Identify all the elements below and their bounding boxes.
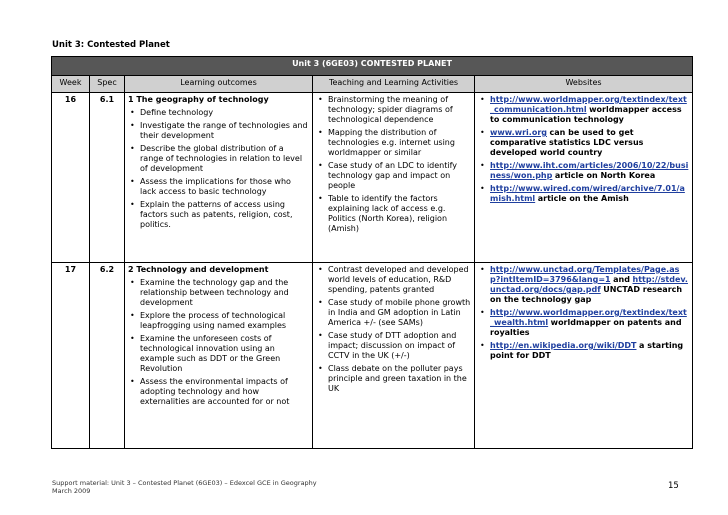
- table-row: [52, 93, 693, 263]
- topic-heading: 1 The geography of technology: [128, 95, 269, 104]
- activities-cell: [313, 93, 475, 263]
- page-footer: [52, 479, 317, 495]
- outcome-item: • Define technology: [128, 108, 309, 118]
- website-description: UNCTAD research on the technology gap: [490, 285, 683, 304]
- activity-item: • Brainstorming the meaning of technology; spider diagrams of technological dependence: [316, 95, 471, 125]
- outcome-item: • Assess the implications for those who lack access to basic technology: [128, 177, 309, 197]
- table-row: [52, 263, 693, 449]
- activities-cell: [313, 263, 475, 449]
- learning-outcomes-cell: [125, 93, 313, 263]
- website-description: worldmapper on patents and royalties: [490, 318, 682, 337]
- websites-cell: [475, 93, 693, 263]
- activity-item: • Class debate on the polluter pays principle and green taxation in the UK: [316, 364, 471, 394]
- outcome-item: • Explore the process of technological leapfrogging using named examples: [128, 311, 309, 331]
- activity-item: • Contrast developed and developed world levels of education, R&D spending, patents granted: [316, 265, 471, 295]
- outcome-item: • Describe the global distribution of a range of technologies in relation to level of development: [128, 144, 309, 174]
- website-link[interactable]: http://www.unctad.org/Templates/Page.asp?intItemID=3796&lang=1: [490, 265, 680, 284]
- outcome-item: • Examine the unforeseen costs of technological innovation using an example such as DDT or the Green Revolution: [128, 334, 309, 374]
- website-description: article on North Korea: [554, 171, 656, 180]
- website-link[interactable]: http://en.wikipedia.org/wiki/DDT: [490, 341, 637, 350]
- websites-cell: [475, 263, 693, 449]
- activity-item: • Table to identify the factors explaining lack of access e.g. Politics (North Korea), religion (Amish): [316, 194, 471, 234]
- website-link[interactable]: http://www.worldmapper.org/textindex/text_communication.html: [490, 95, 687, 114]
- website-link[interactable]: http://www.worldmapper.org/textindex/text_wealth.html: [490, 308, 687, 327]
- table-title: Unit 3 (6GE03) CONTESTED PLANET: [52, 57, 693, 76]
- column-header-week: Week: [52, 76, 90, 93]
- website-description: a starting point for DDT: [490, 341, 684, 360]
- website-description: can be used to get comparative statistics LDC versus developed world country: [490, 128, 644, 157]
- activity-item: • Mapping the distribution of technologies e.g. internet using worldmapper or similar: [316, 128, 471, 158]
- activity-item: • Case study of mobile phone growth in India and GM adoption in Latin America +/- (see SAMs): [316, 298, 471, 328]
- outcomes-list: [128, 278, 309, 407]
- website-item: [478, 128, 689, 158]
- website-link[interactable]: http://www.iht.com/articles/2006/10/22/business/won.php: [490, 161, 689, 180]
- website-link[interactable]: www.wri.org: [490, 128, 547, 137]
- outcomes-list: [128, 108, 309, 230]
- column-header-activities: Teaching and Learning Activities: [313, 76, 475, 93]
- week-cell: 16: [52, 93, 90, 263]
- website-item: [478, 161, 689, 181]
- websites-list: [478, 95, 689, 204]
- website-description: article on the Amish: [537, 194, 629, 203]
- activity-item: • Case study of an LDC to identify technology gap and impact on people: [316, 161, 471, 191]
- link-joiner: and: [613, 275, 630, 284]
- week-cell: 17: [52, 263, 90, 449]
- activities-list: [316, 95, 471, 234]
- website-description: worldmapper access to communication technology: [490, 105, 682, 124]
- outcome-item: • Investigate the range of technologies and their development: [128, 121, 309, 141]
- outcome-item: • Examine the technology gap and the relationship between technology and development: [128, 278, 309, 308]
- outcome-item: • Explain the patterns of access using factors such as patents, religion, cost, politics.: [128, 200, 309, 230]
- document-heading: Unit 3: Contested Planet: [52, 40, 170, 50]
- spec-cell: 6.1: [90, 93, 125, 263]
- website-item: [478, 341, 689, 361]
- website-item: [478, 308, 689, 338]
- footer-date: March 2009: [52, 487, 91, 495]
- topic-heading: 2 Technology and development: [128, 265, 269, 274]
- column-header-spec: Spec: [90, 76, 125, 93]
- page-number: 15: [668, 481, 679, 491]
- website-item: [478, 265, 689, 305]
- outcome-item: • Assess the environmental impacts of adopting technology and how externalities are accounted for or not: [128, 377, 309, 407]
- column-header-learning-outcomes: Learning outcomes: [125, 76, 313, 93]
- footer-source: Support material: Unit 3 – Contested Planet (6GE03) – Edexcel GCE in Geography: [52, 479, 317, 487]
- activities-list: [316, 265, 471, 394]
- websites-list: [478, 265, 689, 361]
- website-item: [478, 184, 689, 204]
- activity-item: • Case study of DTT adoption and impact; discussion on impact of CCTV in the UK (+/-): [316, 331, 471, 361]
- learning-outcomes-cell: [125, 263, 313, 449]
- column-header-websites: Websites: [475, 76, 693, 93]
- website-item: [478, 95, 689, 125]
- website-link[interactable]: http://www.wired.com/wired/archive/7.01/amish.html: [490, 184, 685, 203]
- website-link[interactable]: http://stdev.unctad.org/docs/gap.pdf: [490, 275, 688, 294]
- schemes-of-work-table: [51, 56, 693, 449]
- spec-cell: 6.2: [90, 263, 125, 449]
